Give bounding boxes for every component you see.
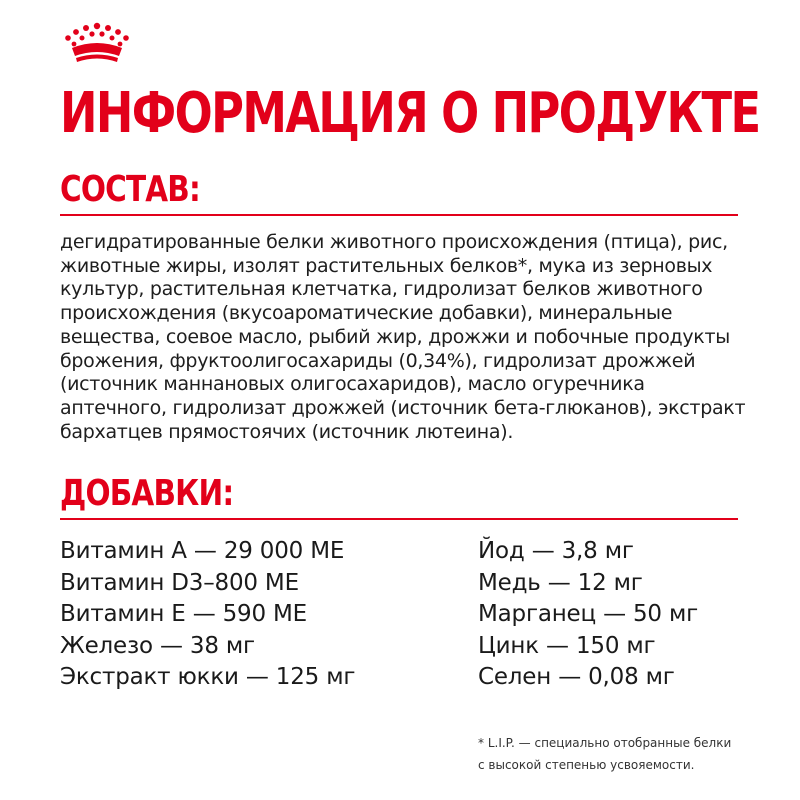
additive-item: Витамин А — 29 000 МЕ [60,538,345,564]
footnote-line: с высокой степенью усвояемости. [478,758,695,772]
additives-list-right [478,536,698,694]
additives-heading: ДОБАВКИ: [60,473,234,514]
additives-list-left [60,536,355,694]
additive-item: Цинк — 150 мг [478,632,656,659]
crown-icon [62,22,132,64]
additive-item: Медь — 12 мг [478,569,643,596]
page-title: ИНФОРМАЦИЯ О ПРОДУКТЕ [60,81,760,146]
composition-text: дегидратированные белки животного происхождения (птица), рис, животные жиры, изолят растительных белков*, мука из зерновых культур, растительная клетчатка, гидролизат белков животного происхождения (вкусоароматические добавки), минеральные вещества, соевое масло, рыбий жир, дрожжи и побочные продукты брожения, фруктоолигосахариды (0,34%), гидролизат дрожжей (источник маннановых олигосахаридов), масло огуречника аптечного, гидролизат дрожжей (источник бета-глюканов), экстракт бархатцев прямостоячих (источник лютеина). [60,231,746,443]
additive-item: Йод — 3,8 мг [478,538,634,564]
composition-heading: СОСТАВ: [60,169,200,210]
additive-item: Витамин Е — 590 МЕ [60,601,308,627]
footnote [478,732,778,776]
additive-item: Витамин D3–800 МЕ [60,569,299,596]
additive-item: Марганец — 50 мг [478,601,698,627]
composition-divider [60,214,738,216]
additive-item: Селен — 0,08 мг [478,664,675,690]
additives-divider [60,518,738,520]
footnote-line: * L.I.P. — специально отобранные белки [478,736,732,750]
additive-item: Железо — 38 мг [60,632,255,659]
additive-item: Экстракт юкки — 125 мг [60,664,356,690]
